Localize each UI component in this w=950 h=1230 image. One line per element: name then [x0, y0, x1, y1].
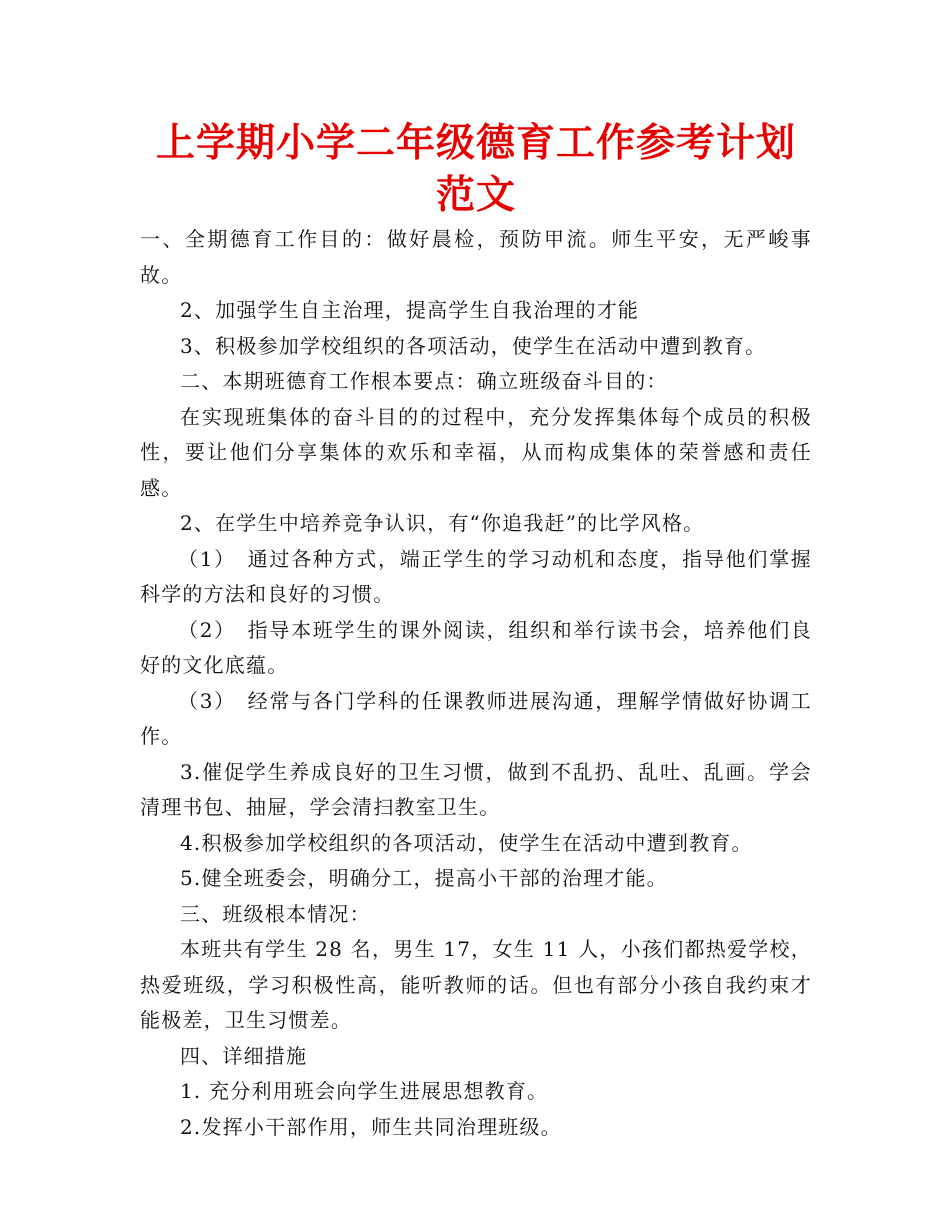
paragraph-2: 2、加强学生自主治理，提高学生自我治理的才能: [180, 298, 640, 322]
paragraph-7: （1） 通过各种方式，端正学生的学习动机和态度，指导他们掌握科学的方法和良好的习惯。: [140, 546, 812, 606]
paragraph-16: 1. 充分利用班会向学生进展思想教育。: [180, 1079, 549, 1103]
paragraph-17: 2.发挥小干部作用，师生共同治理班级。: [180, 1114, 562, 1139]
paragraph-3: 3、积极参加学校组织的各项活动，使学生在活动中遭到教育。: [180, 333, 767, 358]
paragraph-5: 在实现班集体的奋斗目的的过程中，充分发挥集体每个成员的积极性，要让他们分享集体的欢乐和幸福，从而构成集体的荣誉感和责任感。: [140, 404, 812, 500]
paragraph-15: 四、详细措施: [180, 1043, 308, 1068]
paragraph-4: 二、本期班德育工作根本要点：确立班级奋斗目的：: [180, 369, 668, 393]
paragraph-6: 2、在学生中培养竞争认识，有“你追我赶”的比学风格。: [180, 511, 705, 535]
paragraph-1: 一、全期德育工作目的：做好晨检，预防甲流。师生平安，无严峻事故。: [140, 227, 812, 287]
paragraph-12: 5.健全班委会，明确分工，提高小干部的治理才能。: [180, 866, 668, 890]
paragraph-8: （2） 指导本班学生的课外阅读，组织和举行读书会，培养他们良好的文化底蕴。: [140, 617, 812, 677]
paragraph-13: 三、班级根本情况：: [180, 901, 371, 926]
paragraph-14: 本班共有学生 28 名，男生 17，女生 11 人，小孩们都热爱学校，热爱班级，学习积极性高，能听教师的话。但也有部分小孩自我约束才能极差，卫生习惯差。: [140, 937, 812, 1032]
document-page: [140, 118, 812, 1145]
paragraph-10: 3.催促学生养成良好的卫生习惯，做到不乱扔、乱吐、乱画。学会清理书包、抽屉，学会清扫教室卫生。: [140, 759, 812, 819]
document-title: 上学期小学二年级德育工作参考计划范文: [155, 121, 796, 218]
paragraph-11: 4.积极参加学校组织的各项活动，使学生在活动中遭到教育。: [180, 830, 753, 855]
document-body: [140, 222, 812, 1145]
paragraph-9: （3） 经常与各门学科的任课教师进展沟通，理解学情做好协调工作。: [140, 688, 812, 748]
